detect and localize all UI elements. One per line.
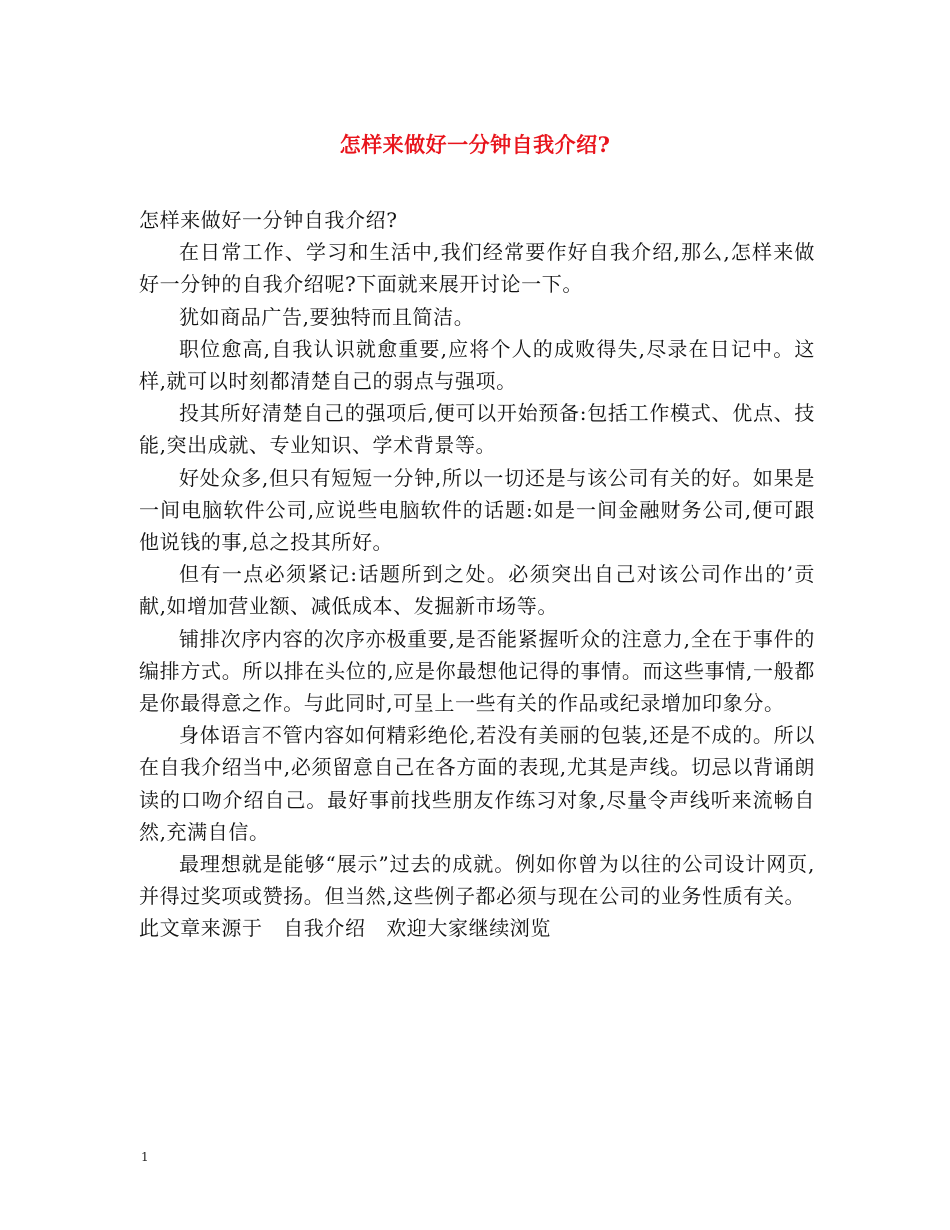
- paragraph: 最理想就是能够“展示”过去的成就。例如你曾为以往的公司设计网页,并得过奖项或赞扬。但当然,这些例子都必须与现在公司的业务性质有关。: [139, 852, 815, 909]
- intro-line: 怎样来做好一分钟自我介绍?: [139, 208, 398, 232]
- paragraph: 在日常工作、学习和生活中,我们经常要作好自我介绍,那么,怎样来做好一分钟的自我介绍呢?下面就来展开讨论一下。: [139, 240, 815, 297]
- paragraph: 铺排次序内容的次序亦极重要,是否能紧握听众的注意力,全在于事件的编排方式。所以排在头位的,应是你最想他记得的事情。而这些事情,一般都是你最得意之作。与此同时,可呈上一些有关的作品或纪录增加印象分。: [139, 626, 815, 716]
- paragraph: 犹如商品广告,要独特而且简洁。: [179, 304, 475, 329]
- paragraph: 职位愈高,自我认识就愈重要,应将个人的成败得失,尽录在日记中。这样,就可以时刻都清楚自己的弱点与强项。: [139, 336, 815, 394]
- paragraph: 投其所好清楚自己的强项后,便可以开始预备:包括工作模式、优点、技能,突出成就、专业知识、学术背景等。: [139, 401, 815, 458]
- source-line: 此文章来源于 自我介绍 欢迎大家继续浏览: [139, 916, 551, 941]
- document-body: [139, 204, 815, 945]
- document-title: 怎样来做好一分钟自我介绍?: [339, 132, 611, 157]
- paragraph: 身体语言不管内容如何精彩绝伦,若没有美丽的包装,还是不成的。所以在自我介绍当中,必须留意自己在各方面的表现,尤其是声线。切忌以背诵朗读的口吻介绍自己。最好事前找些朋友作练习对象,尽量令声线听来流畅自然,充满自信。: [139, 723, 815, 844]
- paragraph: 好处众多,但只有短短一分钟,所以一切还是与该公司有关的好。如果是一间电脑软件公司,应说些电脑软件的话题:如是一间金融财务公司,便可跟他说钱的事,总之投其所好。: [139, 465, 815, 555]
- page-number: 1: [141, 1150, 149, 1164]
- paragraph: 但有一点必须紧记:话题所到之处。必须突出自己对该公司作出的’贡献,如增加营业额、减低成本、发掘新市场等。: [139, 562, 815, 619]
